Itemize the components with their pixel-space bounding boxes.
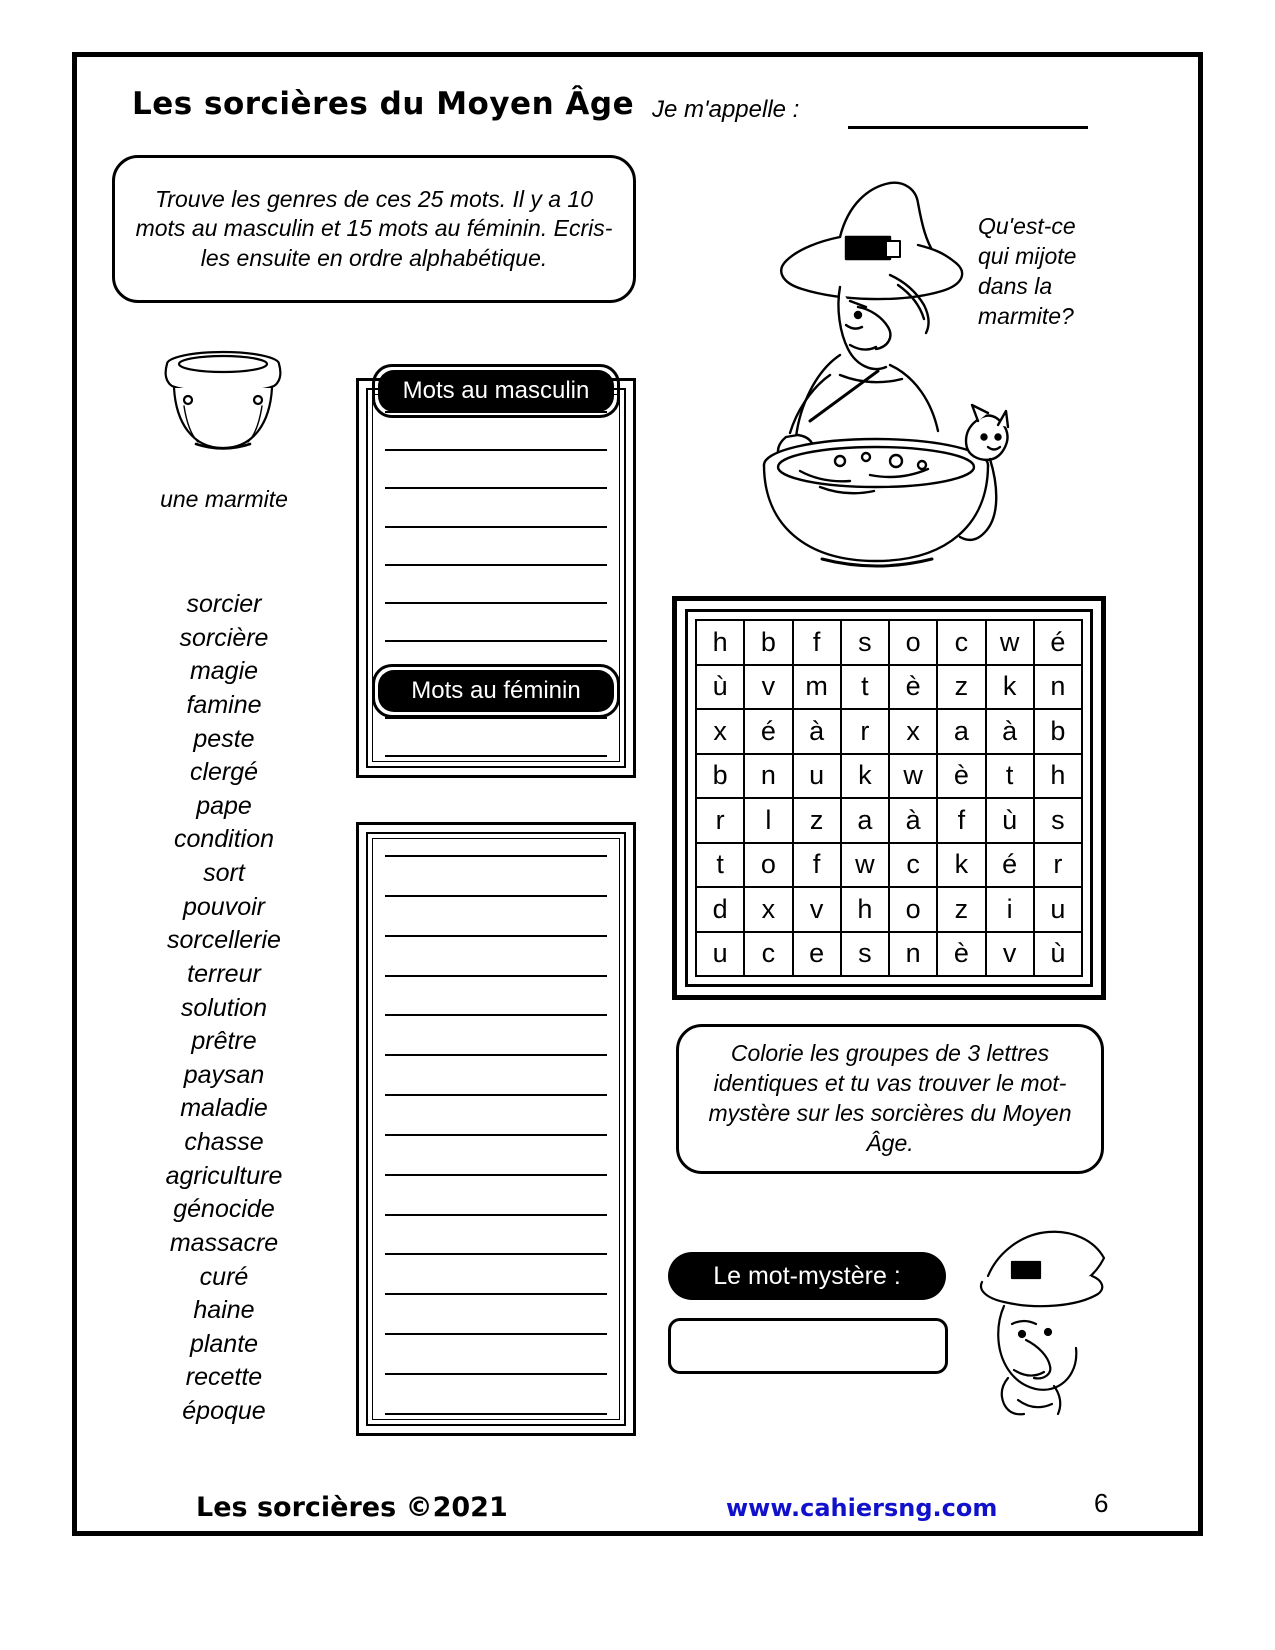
list-item: famine [186, 690, 262, 719]
grid-cell[interactable]: t [986, 754, 1034, 799]
grid-cell[interactable]: ù [986, 798, 1034, 843]
grid-cell[interactable]: é [744, 709, 792, 754]
masculine-answer-box[interactable] [356, 378, 636, 778]
page-title: Les sorcières du Moyen Âge [132, 86, 635, 122]
grid-cell[interactable]: à [889, 798, 937, 843]
grid-cell[interactable]: x [696, 709, 744, 754]
list-item: condition [173, 825, 275, 854]
answer-line[interactable] [385, 935, 607, 937]
answer-line[interactable] [385, 526, 607, 528]
grid-cell[interactable]: m [793, 665, 841, 710]
list-item: paysan [183, 1060, 265, 1089]
feminine-answer-lines[interactable] [385, 855, 607, 1415]
feminine-label: Mots au féminin [411, 677, 581, 704]
grid-cell[interactable]: f [793, 843, 841, 888]
list-item: agriculture [165, 1161, 283, 1190]
list-item: peste [193, 724, 255, 753]
grid-cell[interactable]: e [793, 932, 841, 977]
answer-line[interactable] [385, 1094, 607, 1096]
grid-cell[interactable]: z [937, 887, 985, 932]
grid-cell[interactable]: é [986, 843, 1034, 888]
grid-cell[interactable]: i [986, 887, 1034, 932]
answer-line[interactable] [385, 1014, 607, 1016]
table-row [696, 798, 1082, 843]
grid-cell[interactable]: ù [1034, 932, 1082, 977]
list-item: pape [196, 791, 252, 820]
list-item: maladie [180, 1094, 268, 1123]
table-row [696, 709, 1082, 754]
feminine-answer-box[interactable] [356, 822, 636, 1436]
grid-cell[interactable]: a [841, 798, 889, 843]
witch-illustration [690, 175, 1010, 585]
grid-cell[interactable]: w [889, 754, 937, 799]
instruction-bubble [112, 155, 636, 303]
grid-cell[interactable]: o [744, 843, 792, 888]
answer-line[interactable] [385, 1134, 607, 1136]
answer-line[interactable] [385, 975, 607, 977]
feminine-label-outline [372, 664, 620, 718]
grid-cell[interactable]: l [744, 798, 792, 843]
letter-grid[interactable] [672, 596, 1106, 1000]
grid-cell[interactable]: z [937, 665, 985, 710]
grid-cell[interactable]: v [986, 932, 1034, 977]
footer-url[interactable]: www.cahiersng.com [726, 1494, 998, 1522]
grid-cell[interactable]: w [986, 620, 1034, 665]
cauldron-illustration [148, 340, 298, 470]
masculine-label: Mots au masculin [402, 377, 590, 404]
list-item: sorcier [186, 590, 262, 618]
table-row [696, 843, 1082, 888]
letter-grid-inner [685, 609, 1093, 987]
grid-cell[interactable]: h [841, 887, 889, 932]
witch-face-illustration [952, 1228, 1112, 1418]
answer-line[interactable] [385, 487, 607, 489]
name-label: Je m'appelle : [652, 96, 800, 123]
grid-cell[interactable]: b [1034, 709, 1082, 754]
grid-cell[interactable]: o [889, 620, 937, 665]
grid-cell[interactable]: f [793, 620, 841, 665]
answer-line[interactable] [385, 755, 607, 757]
answer-line[interactable] [385, 1333, 607, 1335]
footer-copyright: Les sorcières ©2021 [196, 1492, 508, 1523]
grid-cell[interactable]: x [744, 887, 792, 932]
answer-line[interactable] [385, 1054, 607, 1056]
grid-cell[interactable]: ù [696, 665, 744, 710]
answer-line[interactable] [385, 640, 607, 642]
answer-line[interactable] [385, 1174, 607, 1176]
list-item: plante [189, 1329, 259, 1358]
grid-cell[interactable]: c [744, 932, 792, 977]
table-row [696, 932, 1082, 977]
cauldron-drawing [148, 340, 298, 470]
list-item: curé [199, 1262, 249, 1291]
grid-cell[interactable]: t [696, 843, 744, 888]
grid-cell[interactable]: o [889, 887, 937, 932]
grid-cell[interactable]: s [841, 932, 889, 977]
masculine-label-outline [372, 364, 620, 418]
answer-line[interactable] [385, 449, 607, 451]
colorie-instruction-text: Colorie les groupes de 3 lettres identiques et tu vas trouver le mot-mystère sur les sorcières du Moyen Âge. [708, 1040, 1072, 1156]
grid-cell[interactable]: w [841, 843, 889, 888]
answer-line[interactable] [385, 855, 607, 857]
list-item: pouvoir [183, 892, 265, 921]
answer-line[interactable] [385, 1293, 607, 1295]
list-item: solution [180, 993, 268, 1022]
grid-cell[interactable]: r [696, 798, 744, 843]
answer-line[interactable] [385, 602, 607, 604]
list-item: époque [182, 1397, 266, 1425]
grid-cell[interactable]: r [1034, 843, 1082, 888]
list-item: génocide [173, 1195, 275, 1224]
grid-cell[interactable]: à [793, 709, 841, 754]
page-number: 6 [1094, 1488, 1109, 1518]
grid-cell[interactable]: v [744, 665, 792, 710]
mystery-word-label: Le mot-mystère : [713, 1261, 901, 1290]
grid-cell[interactable]: n [1034, 665, 1082, 710]
list-item: haine [193, 1296, 255, 1325]
list-item: terreur [187, 959, 261, 988]
cauldron-caption: une marmite [160, 486, 288, 512]
grid-cell[interactable]: è [889, 665, 937, 710]
mystery-word-label-tag [668, 1252, 946, 1300]
answer-line[interactable] [385, 1253, 607, 1255]
letter-grid-table[interactable] [695, 619, 1083, 977]
list-item: sorcellerie [167, 926, 281, 955]
list-item: recette [185, 1363, 263, 1392]
list-item: magie [189, 657, 259, 686]
grid-cell[interactable]: v [793, 887, 841, 932]
list-item: clergé [189, 758, 259, 787]
answer-line[interactable] [385, 1413, 607, 1415]
grid-cell[interactable]: r [841, 709, 889, 754]
list-item: prêtre [191, 1027, 257, 1056]
grid-cell[interactable]: à [986, 709, 1034, 754]
instruction-text: Trouve les genres de ces 25 mots. Il y a 10 mots au masculin et 15 mots au féminin. Ecris- les ensuite en ordre alphabétique. [135, 185, 613, 271]
grid-cell[interactable]: é [1034, 620, 1082, 665]
mystery-word-input[interactable] [668, 1318, 948, 1374]
grid-cell[interactable]: d [696, 887, 744, 932]
table-row [696, 887, 1082, 932]
witch-question-text: Qu'est-ce qui mijote dans la marmite? [978, 213, 1077, 329]
grid-cell[interactable]: h [1034, 754, 1082, 799]
table-row [696, 665, 1082, 710]
grid-cell[interactable]: a [937, 709, 985, 754]
witch-drawing [690, 175, 1010, 585]
grid-cell[interactable]: u [793, 754, 841, 799]
grid-cell[interactable]: h [696, 620, 744, 665]
answer-line[interactable] [385, 1373, 607, 1375]
grid-cell[interactable]: s [1034, 798, 1082, 843]
grid-cell[interactable]: u [696, 932, 744, 977]
answer-line[interactable] [385, 895, 607, 897]
grid-cell[interactable]: n [889, 932, 937, 977]
grid-cell[interactable]: k [841, 754, 889, 799]
table-row [696, 620, 1082, 665]
colorie-instruction-bubble [676, 1024, 1104, 1174]
grid-cell[interactable]: k [986, 665, 1034, 710]
grid-cell[interactable]: z [793, 798, 841, 843]
grid-cell[interactable]: b [696, 754, 744, 799]
word-list [110, 588, 338, 1429]
list-item: chasse [184, 1128, 264, 1156]
grid-cell[interactable]: è [937, 932, 985, 977]
answer-line[interactable] [385, 564, 607, 566]
name-write-line[interactable] [848, 126, 1088, 129]
grid-cell[interactable]: b [744, 620, 792, 665]
grid-cell[interactable]: c [889, 843, 937, 888]
grid-cell[interactable]: t [841, 665, 889, 710]
grid-cell[interactable]: n [744, 754, 792, 799]
grid-cell[interactable]: c [937, 620, 985, 665]
answer-line[interactable] [385, 1214, 607, 1216]
grid-cell[interactable]: x [889, 709, 937, 754]
list-item: massacre [169, 1228, 279, 1257]
grid-cell[interactable]: u [1034, 887, 1082, 932]
list-item: sort [203, 859, 245, 887]
grid-cell[interactable]: k [937, 843, 985, 888]
table-row [696, 754, 1082, 799]
grid-cell[interactable]: f [937, 798, 985, 843]
witch-face-drawing [952, 1228, 1112, 1418]
list-item: sorcière [179, 623, 269, 652]
grid-cell[interactable]: s [841, 620, 889, 665]
grid-cell[interactable]: è [937, 754, 985, 799]
